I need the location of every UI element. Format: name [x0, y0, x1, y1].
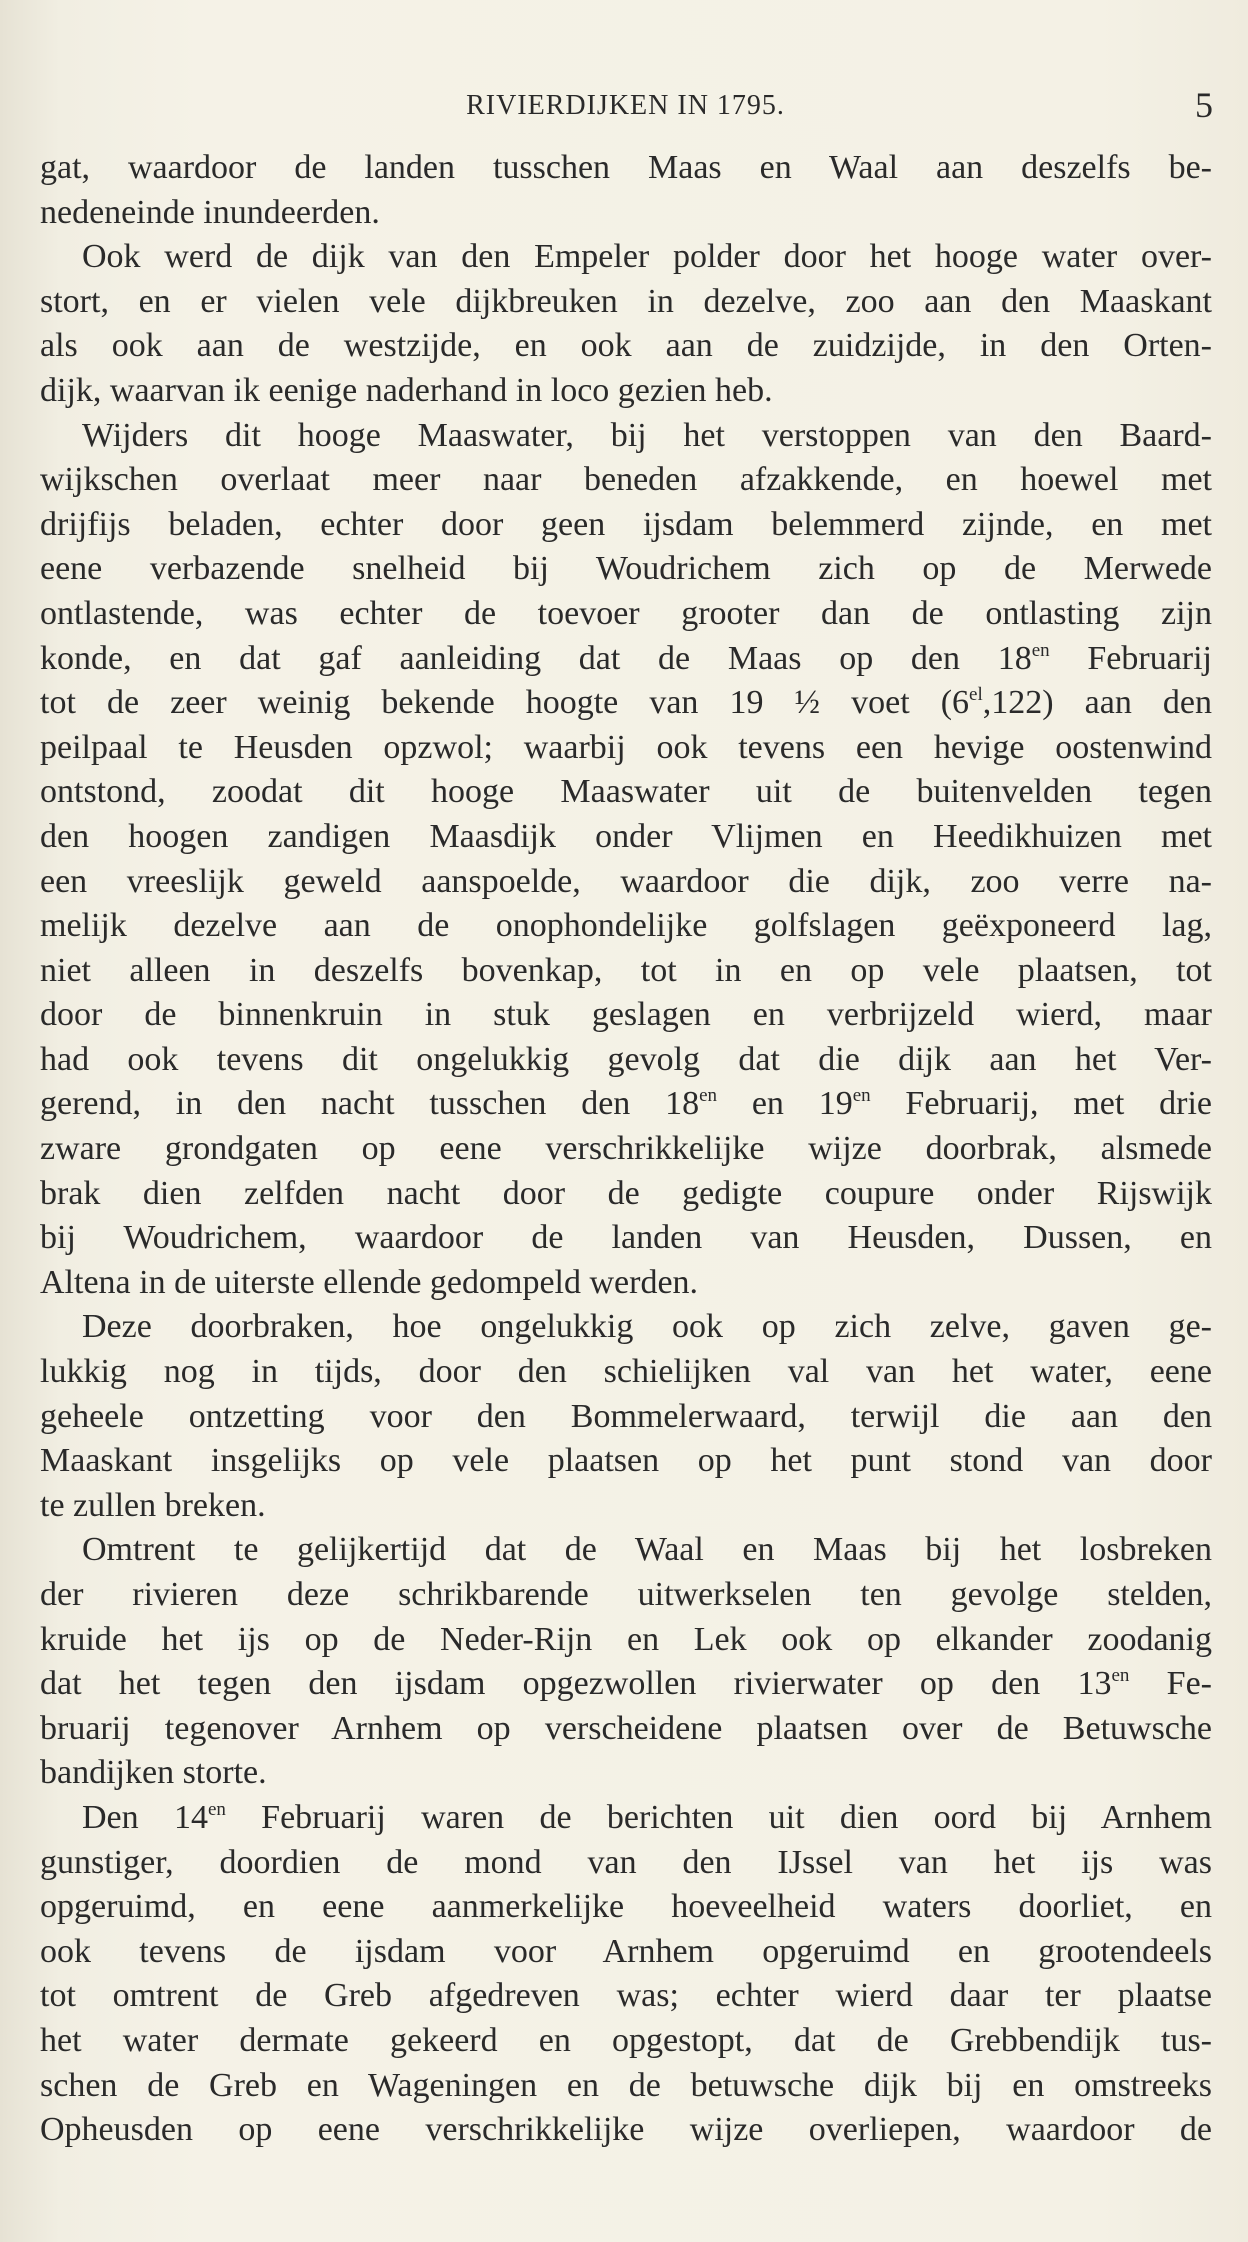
line-text: Wijders dit hooge Maaswater, bij het verstoppen van den Baard- — [82, 416, 1212, 454]
text-line — [40, 949, 1212, 994]
line-text: geheele ontzetting voor den Bommelerwaard, terwijl die aan den — [40, 1397, 1212, 1435]
text-line — [40, 235, 1212, 280]
line-text: brak dien zelfden nacht door de gedigte coupure onder Rijswijk — [40, 1174, 1212, 1212]
line-text: Maaskant insgelijks op vele plaatsen op het punt stond van door — [40, 1442, 1212, 1480]
text-line — [40, 1439, 1212, 1484]
line-text: bij Woudrichem, waardoor de landen van Heusden, Dussen, en — [40, 1219, 1212, 1257]
text-line — [40, 1885, 1212, 1930]
line-text: gunstiger, doordien de mond van den IJssel van het ijs was — [40, 1843, 1212, 1881]
line-text: der rivieren deze schrikbarende uitwerkselen ten gevolge stelden, — [40, 1576, 1212, 1613]
line-text: een vreeslijk geweld aanspoelde, waardoor die dijk, zoo verre na- — [40, 862, 1212, 900]
text-line — [40, 1930, 1212, 1975]
line-text: ook tevens de ijsdam voor Arnhem opgeruimd en grootendeels — [40, 1932, 1212, 1970]
text-line — [40, 1662, 1212, 1707]
line-text: gerend, in den nacht tusschen den 18 — [40, 1085, 700, 1123]
line-text: zware grondgaten op eene verschrikkelijke wijze doorbrak, alsmede — [40, 1130, 1212, 1168]
line-text: Fe- — [1129, 1665, 1212, 1703]
line-text: wijkschen overlaat meer naar beneden afzakkende, en hoewel met — [40, 461, 1212, 499]
text-line — [40, 1796, 1212, 1841]
text-line — [40, 993, 1212, 1038]
body-text — [40, 146, 1212, 2153]
line-text: stort, en er vielen vele dijkbreuken in dezelve, zoo aan den Maaskant — [40, 282, 1212, 320]
text-line — [40, 815, 1212, 860]
line-text: Opheusden op eene verschrikkelijke wijze overliepen, waardoor de — [40, 2111, 1212, 2149]
text-line — [40, 191, 1212, 236]
line-text: had ook tevens dit ongelukkig gevolg dat die dijk aan het Ver- — [40, 1040, 1212, 1078]
text-line — [40, 637, 1212, 682]
superscript: en — [207, 1798, 226, 1820]
line-text: en 19 — [717, 1085, 853, 1123]
line-text: als ook aan de westzijde, en ook aan de zuidzijde, in den Orten- — [40, 327, 1212, 365]
text-line — [40, 726, 1212, 771]
text-line — [40, 1707, 1212, 1752]
line-text: lukkig nog in tijds, door den schielijken val van het water, eene — [40, 1353, 1212, 1391]
text-line — [40, 2019, 1212, 2064]
line-text: bandijken storte. — [40, 1754, 267, 1792]
line-text: dijk, waarvan ik eenige naderhand in loco gezien heb. — [40, 371, 773, 409]
line-text: kruide het ijs op de Neder-Rijn en Lek ook op elkander zoodanig — [40, 1620, 1212, 1658]
text-line — [40, 1305, 1212, 1350]
text-line — [40, 1751, 1212, 1796]
line-text: opgeruimd, en eene aanmerkelijke hoeveelheid waters doorliet, en — [40, 1888, 1212, 1926]
text-line — [40, 280, 1212, 325]
text-line — [40, 1395, 1212, 1440]
line-text: Omtrent te gelijkertijd dat de Waal en Maas bij het losbreken — [82, 1531, 1212, 1569]
text-line — [40, 904, 1212, 949]
text-line — [40, 324, 1212, 369]
text-line — [40, 1484, 1212, 1529]
line-text: Deze doorbraken, hoe ongelukkig ook op zich zelve, gaven ge- — [82, 1308, 1212, 1346]
line-text: niet alleen in deszelfs bovenkap, tot in en op vele plaatsen, tot — [40, 951, 1212, 989]
text-line — [40, 1618, 1212, 1663]
running-title: RIVIERDIJKEN IN 1795. — [466, 90, 785, 121]
text-line — [40, 1038, 1212, 1083]
superscript: en — [852, 1085, 871, 1107]
text-line — [40, 1172, 1212, 1217]
line-text: peilpaal te Heusden opzwol; waarbij ook tevens een hevige oostenwind — [40, 728, 1212, 766]
text-line — [40, 146, 1212, 191]
line-text: Februarij — [1049, 639, 1212, 677]
line-text: door de binnenkruin in stuk geslagen en verbrijzeld wierd, maar — [40, 996, 1212, 1034]
line-text: bruarij tegenover Arnhem op verscheidene plaatsen over de Betuwsche — [40, 1709, 1212, 1747]
text-line — [40, 770, 1212, 815]
text-line — [40, 503, 1212, 548]
superscript: en — [699, 1085, 718, 1107]
line-text: tot de zeer weinig bekende hoogte van 19 ½ voet (6 — [40, 684, 970, 722]
superscript: en — [1031, 639, 1050, 661]
line-text: ontstond, zoodat dit hooge Maaswater uit de buitenvelden tegen — [40, 773, 1212, 811]
text-line — [40, 414, 1212, 459]
text-line — [40, 2064, 1212, 2109]
line-text: gat, waardoor de landen tusschen Maas en Waal aan deszelfs be- — [40, 149, 1212, 186]
line-text: ,122) aan den — [982, 684, 1212, 722]
page-number: 5 — [1195, 85, 1213, 125]
line-text: dat het tegen den ijsdam opgezwollen rivierwater op den 13 — [40, 1665, 1112, 1703]
line-text: te zullen breken. — [40, 1486, 266, 1524]
text-line — [40, 1261, 1212, 1306]
text-line — [40, 458, 1212, 503]
running-head — [38, 84, 1213, 124]
line-text: Altena in de uiterste ellende gedompeld werden. — [40, 1263, 699, 1301]
text-line — [40, 1082, 1212, 1127]
line-text: den hoogen zandigen Maasdijk onder Vlijmen en Heedikhuizen met — [40, 817, 1212, 855]
line-text: Ook werd de dijk van den Empeler polder door het hooge water over- — [82, 238, 1212, 276]
line-text: eene verbazende snelheid bij Woudrichem zich op de Merwede — [40, 550, 1212, 588]
text-line — [40, 1528, 1212, 1573]
line-text: konde, en dat gaf aanleiding dat de Maas op den 18 — [40, 639, 1032, 677]
line-text: Februarij, met drie — [870, 1085, 1212, 1123]
line-text: Februarij waren de berichten uit dien oord bij Arnhem — [225, 1798, 1212, 1836]
text-line — [40, 860, 1212, 905]
line-text: schen de Greb en Wageningen en de betuwsche dijk bij en omstreeks — [40, 2066, 1212, 2104]
text-line — [40, 2108, 1212, 2153]
text-line — [40, 1974, 1212, 2019]
line-text: melijk dezelve aan de onophondelijke golfslagen geëxponeerd lag, — [40, 907, 1212, 945]
line-text: het water dermate gekeerd en opgestopt, dat de Grebbendijk tus- — [40, 2021, 1212, 2059]
line-text: drijfijs beladen, echter door geen ijsdam belemmerd zijnde, en met — [40, 505, 1212, 543]
superscript: el — [969, 684, 983, 706]
text-line — [40, 592, 1212, 637]
text-line — [40, 1350, 1212, 1395]
line-text: ontlastende, was echter de toevoer grooter dan de ontlasting zijn — [40, 594, 1212, 632]
text-line — [40, 681, 1212, 726]
text-line — [40, 1573, 1212, 1618]
text-line — [40, 1841, 1212, 1886]
text-line — [40, 1216, 1212, 1261]
text-line — [40, 1127, 1212, 1172]
text-line — [40, 369, 1212, 414]
superscript: en — [1111, 1665, 1130, 1687]
line-text: Den 14 — [82, 1798, 208, 1836]
text-line — [40, 547, 1212, 592]
line-text: tot omtrent de Greb afgedreven was; echter wierd daar ter plaatse — [40, 1977, 1212, 2015]
line-text: nedeneinde inundeerden. — [40, 193, 380, 231]
